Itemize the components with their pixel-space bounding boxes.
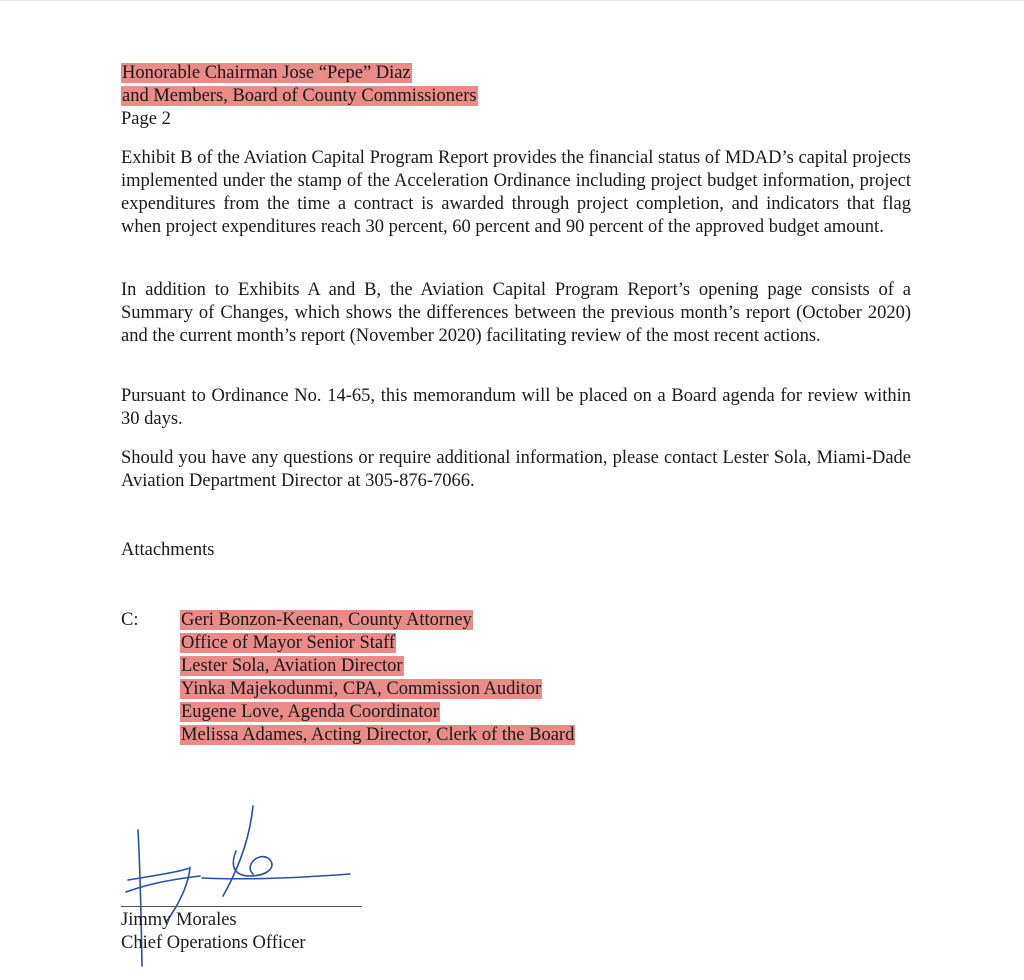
cc-recipient-list (180, 609, 575, 747)
cc-recipient (180, 678, 575, 701)
cc-recipient-highlight: Geri Bonzon-Keenan, County Attorney (181, 610, 472, 630)
cc-recipient (180, 724, 575, 747)
attachments-label: Attachments (121, 540, 215, 560)
cc-recipient-highlight: Eugene Love, Agenda Coordinator (181, 702, 439, 722)
cc-recipient (180, 632, 575, 655)
cc-recipient (180, 701, 575, 724)
addressee-line-1 (121, 62, 921, 85)
addressee-line-2 (121, 85, 921, 108)
cc-recipient (180, 609, 575, 632)
cc-recipient-highlight: Melissa Adames, Acting Director, Clerk of the Board (181, 725, 575, 745)
cc-recipient-highlight: Lester Sola, Aviation Director (181, 656, 403, 676)
cc-recipient-highlight: Office of Mayor Senior Staff (181, 633, 396, 653)
signer-name: Jimmy Morales (121, 910, 237, 930)
paragraph-ordinance: Pursuant to Ordinance No. 14-65, this memorandum will be placed on a Board agenda for review within 30 days. (121, 386, 911, 429)
addressee-highlight-2: and Members, Board of County Commissioners (122, 86, 477, 106)
cc-label: C: (121, 610, 139, 630)
paragraph-summary-of-changes: In addition to Exhibits A and B, the Aviation Capital Program Report’s opening page consists of a Summary of Changes, which shows the differences between the previous month’s report (October 2020) and the current month’s report (November 2020) facilitating review of the most recent actions. (121, 280, 911, 346)
signature-line (121, 906, 362, 907)
cc-recipient (180, 655, 575, 678)
signer-block (121, 909, 306, 955)
signature-stroke (202, 874, 350, 879)
paragraph-contact: Should you have any questions or require additional information, please contact Lester Sola, Miami-Dade Aviation Department Director at 305-876-7066. (121, 448, 911, 491)
memo-header (121, 62, 921, 131)
page-top-edge (0, 0, 1024, 1)
cc-recipient-highlight: Yinka Majekodunmi, CPA, Commission Auditor (181, 679, 542, 699)
signer-title: Chief Operations Officer (121, 933, 306, 953)
signature-stroke (223, 806, 253, 896)
page-number: Page 2 (121, 109, 171, 129)
paragraph-exhibit-b: Exhibit B of the Aviation Capital Program Report provides the financial status of MDAD’s capital projects implemented under the stamp of the Acceleration Ordinance including project budget information, project expenditures from the time a contract is awarded through project completion, and indicators that flag when project expenditures reach 30 percent, 60 percent and 90 percent of the approved budget amount. (121, 148, 911, 237)
addressee-highlight-1: Honorable Chairman Jose “Pepe” Diaz (122, 63, 411, 83)
